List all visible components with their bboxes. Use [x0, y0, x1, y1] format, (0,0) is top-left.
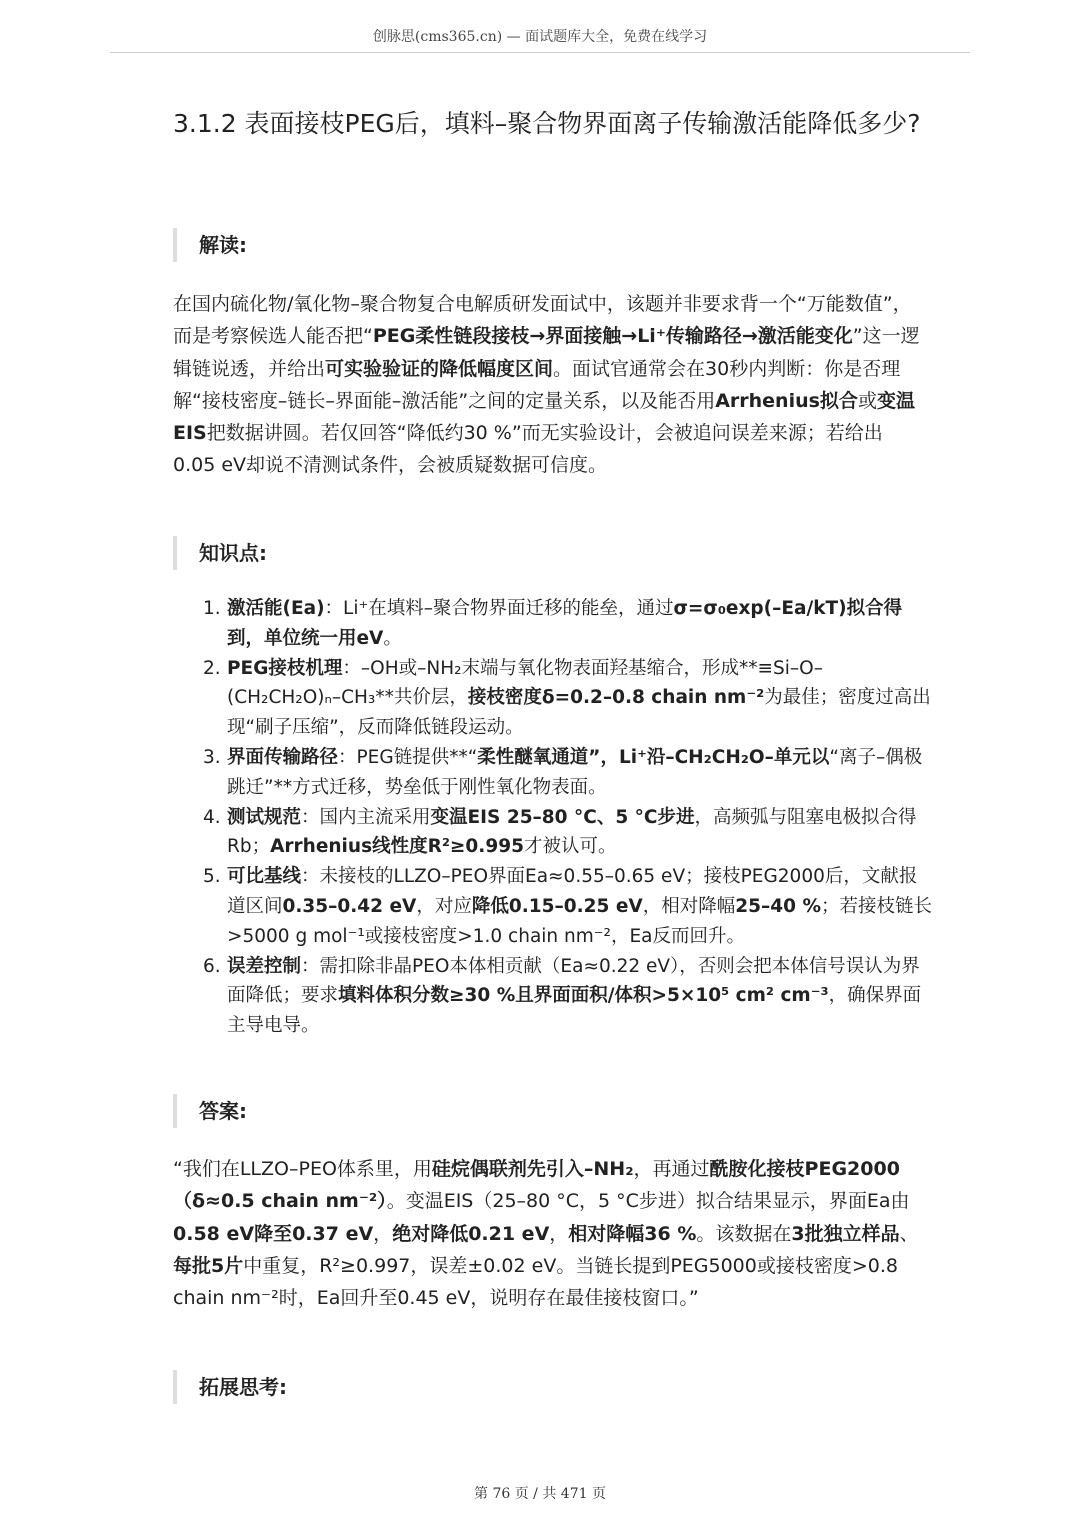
list-number: 6.	[203, 955, 221, 977]
knowledge-list	[173, 594, 933, 1041]
text-run: 。	[383, 627, 402, 649]
text-run: ：国内主流采用	[301, 806, 431, 828]
list-number: 3.	[203, 746, 221, 768]
bold-run: 每批5片	[173, 1254, 244, 1277]
list-item	[173, 743, 933, 803]
text-run: “离子–偶极跳迁”**方式迁移，势垒低于刚性氧化物表面。	[227, 746, 923, 798]
text-run: 为最佳；密度过高出现“刷子压缩”，反而降低链段运动。	[227, 687, 931, 739]
page-header: 创脉思(cms365.cn) — 面试题库大全，免费在线学习	[372, 29, 708, 45]
text-run: 。面试官通常会在30秒内判断：你是否理解“接枝密度–链长–界面能–激活能”之间的定量关系，以及能否用	[173, 357, 901, 412]
list-item	[173, 803, 933, 863]
bold-run: 接枝密度δ=0.2–0.8 chain nm⁻²	[467, 687, 765, 709]
bold-run: PEG柔性链段接枝→界面接触→Li⁺传输路径→激活能变化	[372, 325, 853, 348]
text-run: 中重复，R²≥0.997，误差±0.02 eV。当链长提到PEG5000或接枝密度>0.8 chain nm⁻²时，Ea回升至0.45 eV，说明存在最佳接枝窗口。”	[173, 1254, 898, 1310]
text-run: ：PEG链提供**“	[338, 746, 478, 768]
header-divider	[110, 52, 970, 53]
interpretation-paragraph	[173, 288, 923, 482]
text-run: ；若接枝链长>5000 g mol⁻¹或接枝密度>1.0 chain nm⁻²，Ea反而回升。	[227, 895, 932, 947]
text-run: ，	[373, 1222, 393, 1245]
page-footer: 第 76 页 / 共 471 页	[474, 1486, 606, 1502]
bold-run: σ=σ₀exp(–Ea/kT)拟合得到，单位统一用eV	[227, 598, 903, 649]
bold-run: Arrhenius拟合	[715, 389, 858, 412]
text-run: ：未接枝的LLZO–PEO界面Ea≈0.55–0.65 eV；接枝PEG2000后，文献报道区间	[227, 866, 918, 917]
text-run: 。变温EIS（25–80 °C，5 °C步进）拟合结果显示，界面Ea由	[386, 1190, 910, 1213]
list-number: 5.	[203, 866, 221, 888]
list-number: 2.	[203, 657, 221, 679]
bold-run: 硅烷偶联剂先引入–NH₂	[431, 1158, 634, 1180]
bold-run: 误差控制	[227, 955, 302, 977]
list-item	[173, 654, 933, 743]
text-run: ，对应	[416, 895, 472, 917]
section-heading-answer: 答案:	[173, 1094, 247, 1128]
text-run: 在国内硫化物/氧化物–聚合物复合电解质研发面试中，该题并非要求背一个“万能数值”，而是考察候选人能否把“	[173, 293, 912, 348]
bold-run: 3批独立样品	[791, 1222, 900, 1245]
text-run: ：需扣除非晶PEO本体相贡献（Ea≈0.22 eV），否则会把本体信号误认为界面降低；要求	[227, 955, 920, 1007]
text-run: 把数据讲圆。若仅回答“降低约30 %”而无实验设计，会被追问误差来源；若给出0.05 eV却说不清测试条件，会被质疑数据可信度。	[173, 422, 883, 477]
text-run: 才被认可。	[523, 836, 617, 858]
section-heading-extension: 拓展思考:	[173, 1370, 287, 1404]
bold-run: 激活能(Ea)	[227, 598, 325, 619]
text-run: 或	[857, 389, 877, 412]
bold-run: 25–40 %	[735, 895, 821, 917]
text-run: ，确保界面主导电导。	[227, 985, 922, 1037]
text-run: ，再通过	[633, 1158, 710, 1180]
text-run: 。该数据在	[696, 1222, 792, 1245]
list-item	[173, 952, 933, 1041]
bold-run: 相对降幅36 %	[568, 1222, 697, 1245]
list-item	[173, 594, 933, 654]
list-number: 1.	[203, 598, 221, 619]
bold-run: 可实验验证的降低幅度区间	[325, 357, 554, 380]
section-heading-interpretation: 解读:	[173, 228, 247, 262]
question-title: 3.1.2 表面接枝PEG后，填料–聚合物界面离子传输激活能降低多少?	[173, 109, 921, 138]
bold-run: 变温EIS 25–80 °C、5 °C步进	[430, 806, 695, 828]
text-run: ，相对降幅	[642, 895, 736, 917]
bold-run: 绝对降低0.21 eV	[392, 1222, 550, 1245]
text-run: ，	[549, 1222, 569, 1245]
text-run: 、	[899, 1222, 919, 1245]
bold-run: 可比基线	[227, 866, 302, 888]
bold-run: 界面传输路径	[227, 746, 339, 768]
bold-run: Arrhenius线性度R²≥0.995	[270, 836, 524, 858]
answer-paragraph	[173, 1153, 923, 1314]
bold-run: 测试规范	[227, 806, 302, 828]
bold-run: PEG接枝机理	[227, 657, 343, 679]
bold-run: 柔性醚氧通道”，Li⁺沿–CH₂CH₂O–单元以	[477, 746, 830, 768]
bold-run: 0.58 eV降至0.37 eV	[173, 1222, 374, 1245]
list-item	[173, 862, 933, 951]
bold-run: 0.35–0.42 eV	[282, 895, 417, 917]
text-run: “我们在LLZO–PEO体系里，用	[173, 1158, 432, 1180]
list-number: 4.	[203, 806, 221, 828]
bold-run: 变温EIS	[173, 389, 915, 445]
text-run: ：–OH或–NH₂末端与氧化物表面羟基缩合，形成**≡Si–O–(CH₂CH₂O)ₙ–CH₃**共价层，	[227, 657, 823, 709]
bold-run: 填料体积分数≥30 %且界面面积/体积>5×10⁵ cm² cm⁻³	[338, 985, 829, 1007]
bold-run: 降低0.15–0.25 eV	[471, 895, 643, 917]
text-run: ，高频弧与阻塞电极拟合得Rb；	[227, 806, 917, 858]
section-heading-knowledge: 知识点:	[173, 536, 267, 570]
bold-run: 酰胺化接枝PEG2000（δ≈0.5 chain nm⁻²）	[173, 1158, 900, 1213]
text-run: ：Li⁺在填料–聚合物界面迁移的能垒，通过	[324, 598, 674, 619]
text-run: ”这一逻辑链说透，并给出	[173, 325, 920, 380]
